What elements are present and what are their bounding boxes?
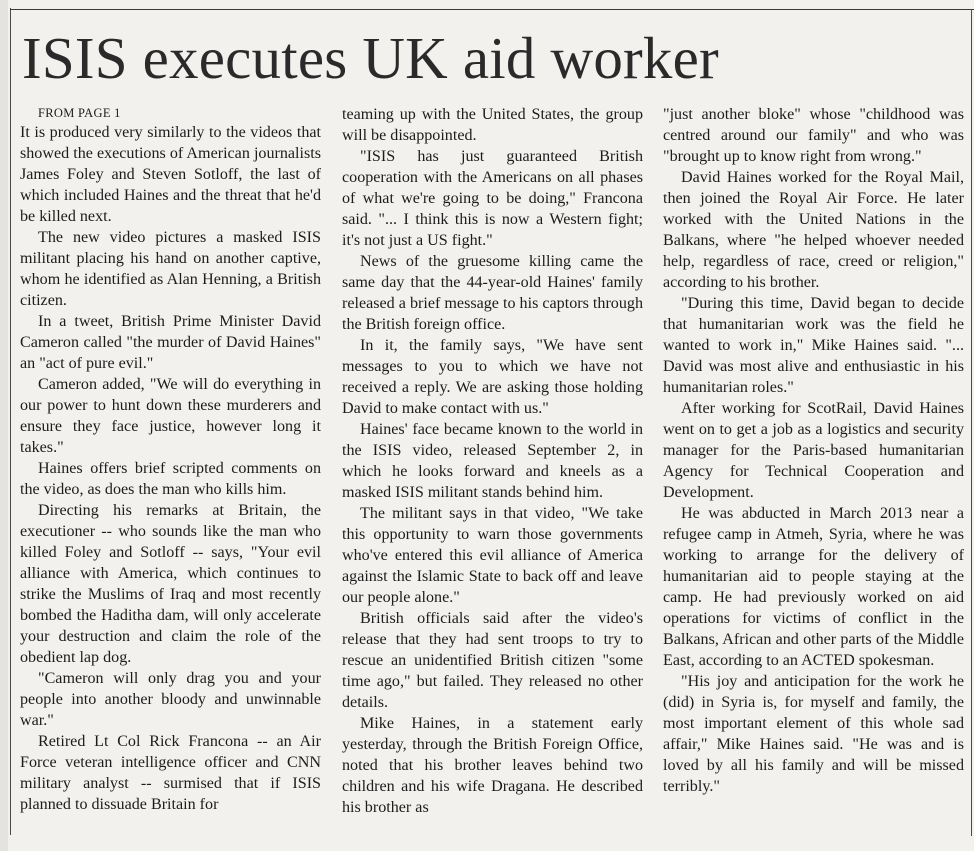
paragraph: Directing his remarks at Britain, the executioner -- who sounds like the man who killed Foley and Sotloff -- says, "Your evil alliance with America, which continues to strike the Muslims of Iraq and most recently bombed the Haditha dam, will only accelerate your destruction and claim the role of the obedient lap dog. — [20, 502, 321, 666]
paragraph: "His joy and anticipation for the work he (did) in Syria is, for myself and family, the most important element of this whole sad affair," Mike Haines said. "He was and is loved by all his family and will be missed terribly." — [663, 673, 964, 795]
paragraph: British officials said after the video's release that they had sent troops to try to rescue an unidentified British citizen "some time ago," but failed. They released no other details. — [342, 610, 643, 711]
article-column-2 — [342, 104, 643, 818]
kicker: FROM PAGE 1 — [38, 106, 121, 120]
article-column-3 — [663, 104, 964, 797]
paragraph: "During this time, David began to decide that humanitarian work was the field he wanted to work in," Mike Haines said. "... David was most alive and enthusiastic in his humanitarian roles." — [663, 295, 964, 396]
paragraph: Haines' face became known to the world in the ISIS video, released September 2, in which he looks forward and kneels as a masked ISIS militant stands behind him. — [342, 421, 643, 501]
article-column-1 — [20, 104, 321, 815]
page-edge — [0, 0, 8, 851]
paragraph: teaming up with the United States, the group will be disappointed. — [342, 106, 643, 144]
paragraph: News of the gruesome killing came the same day that the 44-year-old Haines' family released a brief message to his captors through the British foreign office. — [342, 253, 643, 333]
left-rule — [10, 8, 11, 835]
headline: ISIS executes UK aid worker — [22, 25, 719, 91]
paragraph: David Haines worked for the Royal Mail, then joined the Royal Air Force. He later worked with the United Nations in the Balkans, where "he helped whoever needed help, regardless of race, creed or religion," according to his brother. — [663, 169, 964, 291]
paragraph: After working for ScotRail, David Haines went on to get a job as a logistics and security manager for the Paris-based humanitarian Agency for Technical Cooperation and Development. — [663, 400, 964, 501]
paragraph: In a tweet, British Prime Minister David Cameron called "the murder of David Haines" an "act of pure evil." — [20, 313, 321, 372]
top-rule — [10, 9, 974, 10]
paragraph: "ISIS has just guaranteed British cooperation with the Americans on all phases of what we're going to be doing," Francona said. "... I think this is now a Western fight; it's not just a US fight." — [342, 148, 643, 249]
right-rule — [971, 9, 972, 836]
paragraph: Retired Lt Col Rick Francona -- an Air Force veteran intelligence officer and CNN military analyst -- surmised that if ISIS planned to dissuade Britain for — [20, 733, 321, 813]
paragraph: The new video pictures a masked ISIS militant placing his hand on another captive, whom he identified as Alan Henning, a British citizen. — [20, 229, 321, 309]
paragraph: "Cameron will only drag you and your people into another bloody and unwinnable war." — [20, 670, 321, 729]
paragraph: The militant says in that video, "We take this opportunity to warn those governments who've entered this evil alliance of America against the Islamic State to back off and leave our people alone." — [342, 505, 643, 606]
paragraph: Haines offers brief scripted comments on the video, as does the man who kills him. — [20, 460, 321, 498]
paragraph: In it, the family says, "We have sent messages to you to which we have not received a reply. We are asking those holding David to make contact with us." — [342, 337, 643, 417]
paragraph: "just another bloke" whose "childhood was centred around our family" and who was "brought up to know right from wrong." — [663, 106, 964, 165]
paragraph: He was abducted in March 2013 near a refugee camp in Atmeh, Syria, where he was working to arrange for the delivery of humanitarian aid to people staying at the camp. He had previously worked on aid operations for victims of conflict in the Balkans, African and other parts of the Middle East, according to an ACTED spokesman. — [663, 505, 964, 669]
paragraph: It is produced very similarly to the videos that showed the executions of American journalists James Foley and Steven Sotloff, the last of which included Haines and the threat that he'd be killed next. — [20, 124, 321, 225]
paragraph: Cameron added, "We will do everything in our power to hunt down these murderers and ensure they face justice, however long it takes." — [20, 376, 321, 456]
paragraph: Mike Haines, in a statement early yesterday, through the British Foreign Office, noted that his brother leaves behind two children and his wife Dragana. He described his brother as — [342, 715, 643, 816]
